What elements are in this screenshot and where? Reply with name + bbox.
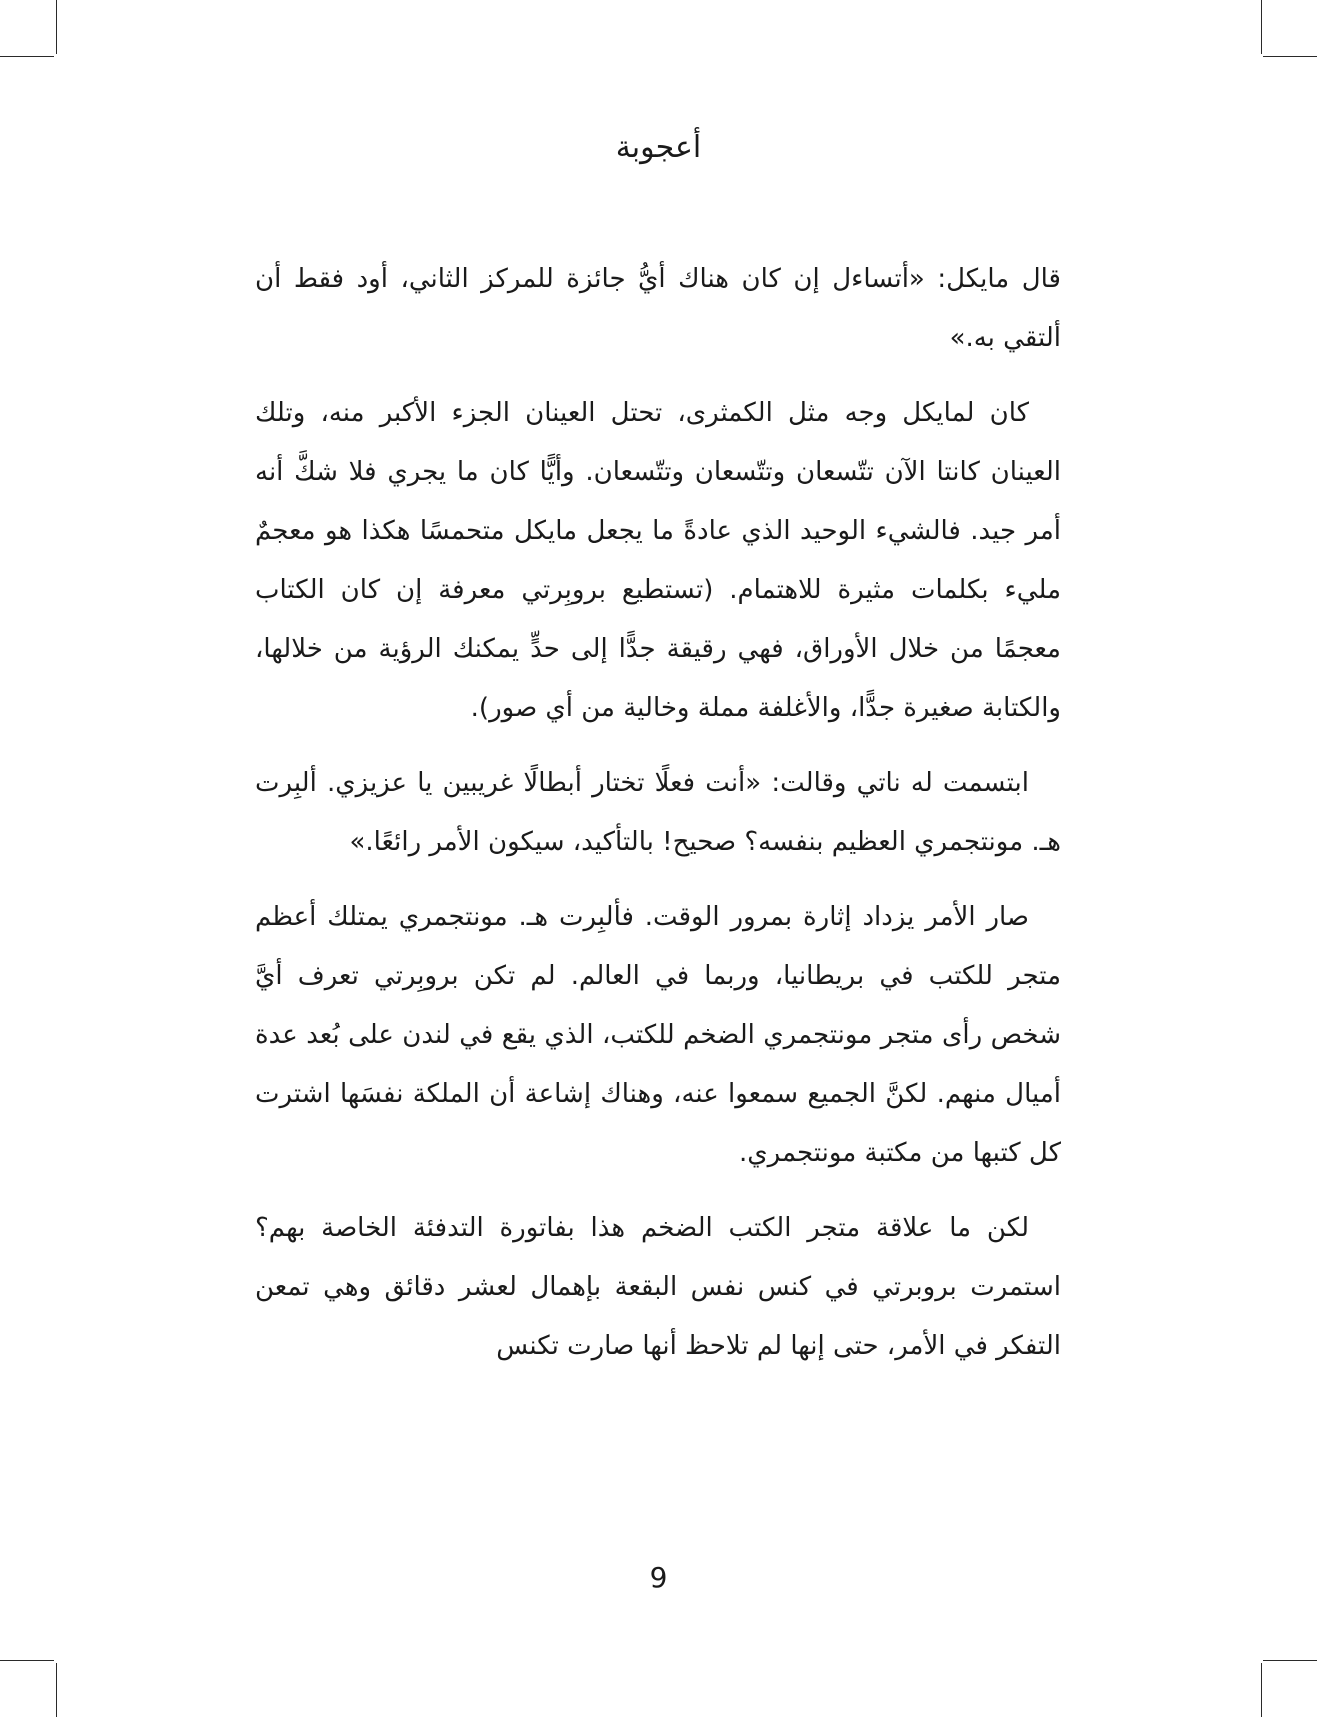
paragraph: ابتسمت له ناتي وقالت: «أنت فعلًا تختار أبطالًا غريبين يا عزيزي. ألبِرت هـ. مونتجمري العظيم بنفسه؟ صحيح! بالتأكيد، سيكون الأمر رائعًا.»	[255, 768, 1061, 857]
page-number: 9	[649, 1561, 668, 1594]
crop-mark-bottom-left-horizontal	[0, 1660, 54, 1661]
crop-mark-top-right-vertical	[1261, 0, 1262, 54]
crop-mark-bottom-right-horizontal	[1263, 1660, 1317, 1661]
body-text	[255, 250, 1061, 1376]
crop-mark-top-right-horizontal	[1263, 56, 1317, 57]
crop-mark-bottom-left-vertical	[56, 1663, 57, 1717]
crop-mark-bottom-right-vertical	[1261, 1663, 1262, 1717]
crop-mark-top-left-horizontal	[0, 56, 54, 57]
paragraph: كان لمايكل وجه مثل الكمثرى، تحتل العينان الجزء الأكبر منه، وتلك العينان كانتا الآن تتّسعان وتتّسعان وتتّسعان. وأيًّا كان ما يجري فلا شكَّ أنه أمر جيد. فالشيء الوحيد الذي عادةً ما يجعل مايكل متحمسًا هكذا هو معجمٌ مليء بكلمات مثيرة للاهتمام. (تستطيع بروبِرتي معرفة إن كان الكتاب معجمًا من خلال الأوراق، فهي رقيقة جدًّا إلى حدٍّ يمكنك الرؤية من خلالها، والكتابة صغيرة جدًّا، والأغلفة مملة وخالية من أي صور).	[255, 398, 1061, 723]
crop-mark-top-left-vertical	[56, 0, 57, 54]
paragraph: قال مايكل: «أتساءل إن كان هناك أيُّ جائزة للمركز الثاني، أود فقط أن ألتقي به.»	[255, 264, 1061, 353]
paragraph: صار الأمر يزداد إثارة بمرور الوقت. فألبِرت هـ. مونتجمري يمتلك أعظم متجر للكتب في بريطانيا، وربما في العالم. لم تكن بروبِرتي تعرف أيَّ شخص رأى متجر مونتجمري الضخم للكتب، الذي يقع في لندن على بُعد عدة أميال منهم. لكنَّ الجميع سمعوا عنه، وهناك إشاعة أن الملكة نفسَها اشترت كل كتبها من مكتبة مونتجمري.	[255, 902, 1061, 1168]
paragraph: لكن ما علاقة متجر الكتب الضخم هذا بفاتورة التدفئة الخاصة بهم؟ استمرت بروبرتي في كنس نفس البقعة بإهمال لعشر دقائق وهي تمعن التفكر في الأمر، حتى إنها لم تلاحظ أنها صارت تكنس	[255, 1213, 1061, 1361]
running-head: أعجوبة	[615, 130, 702, 165]
